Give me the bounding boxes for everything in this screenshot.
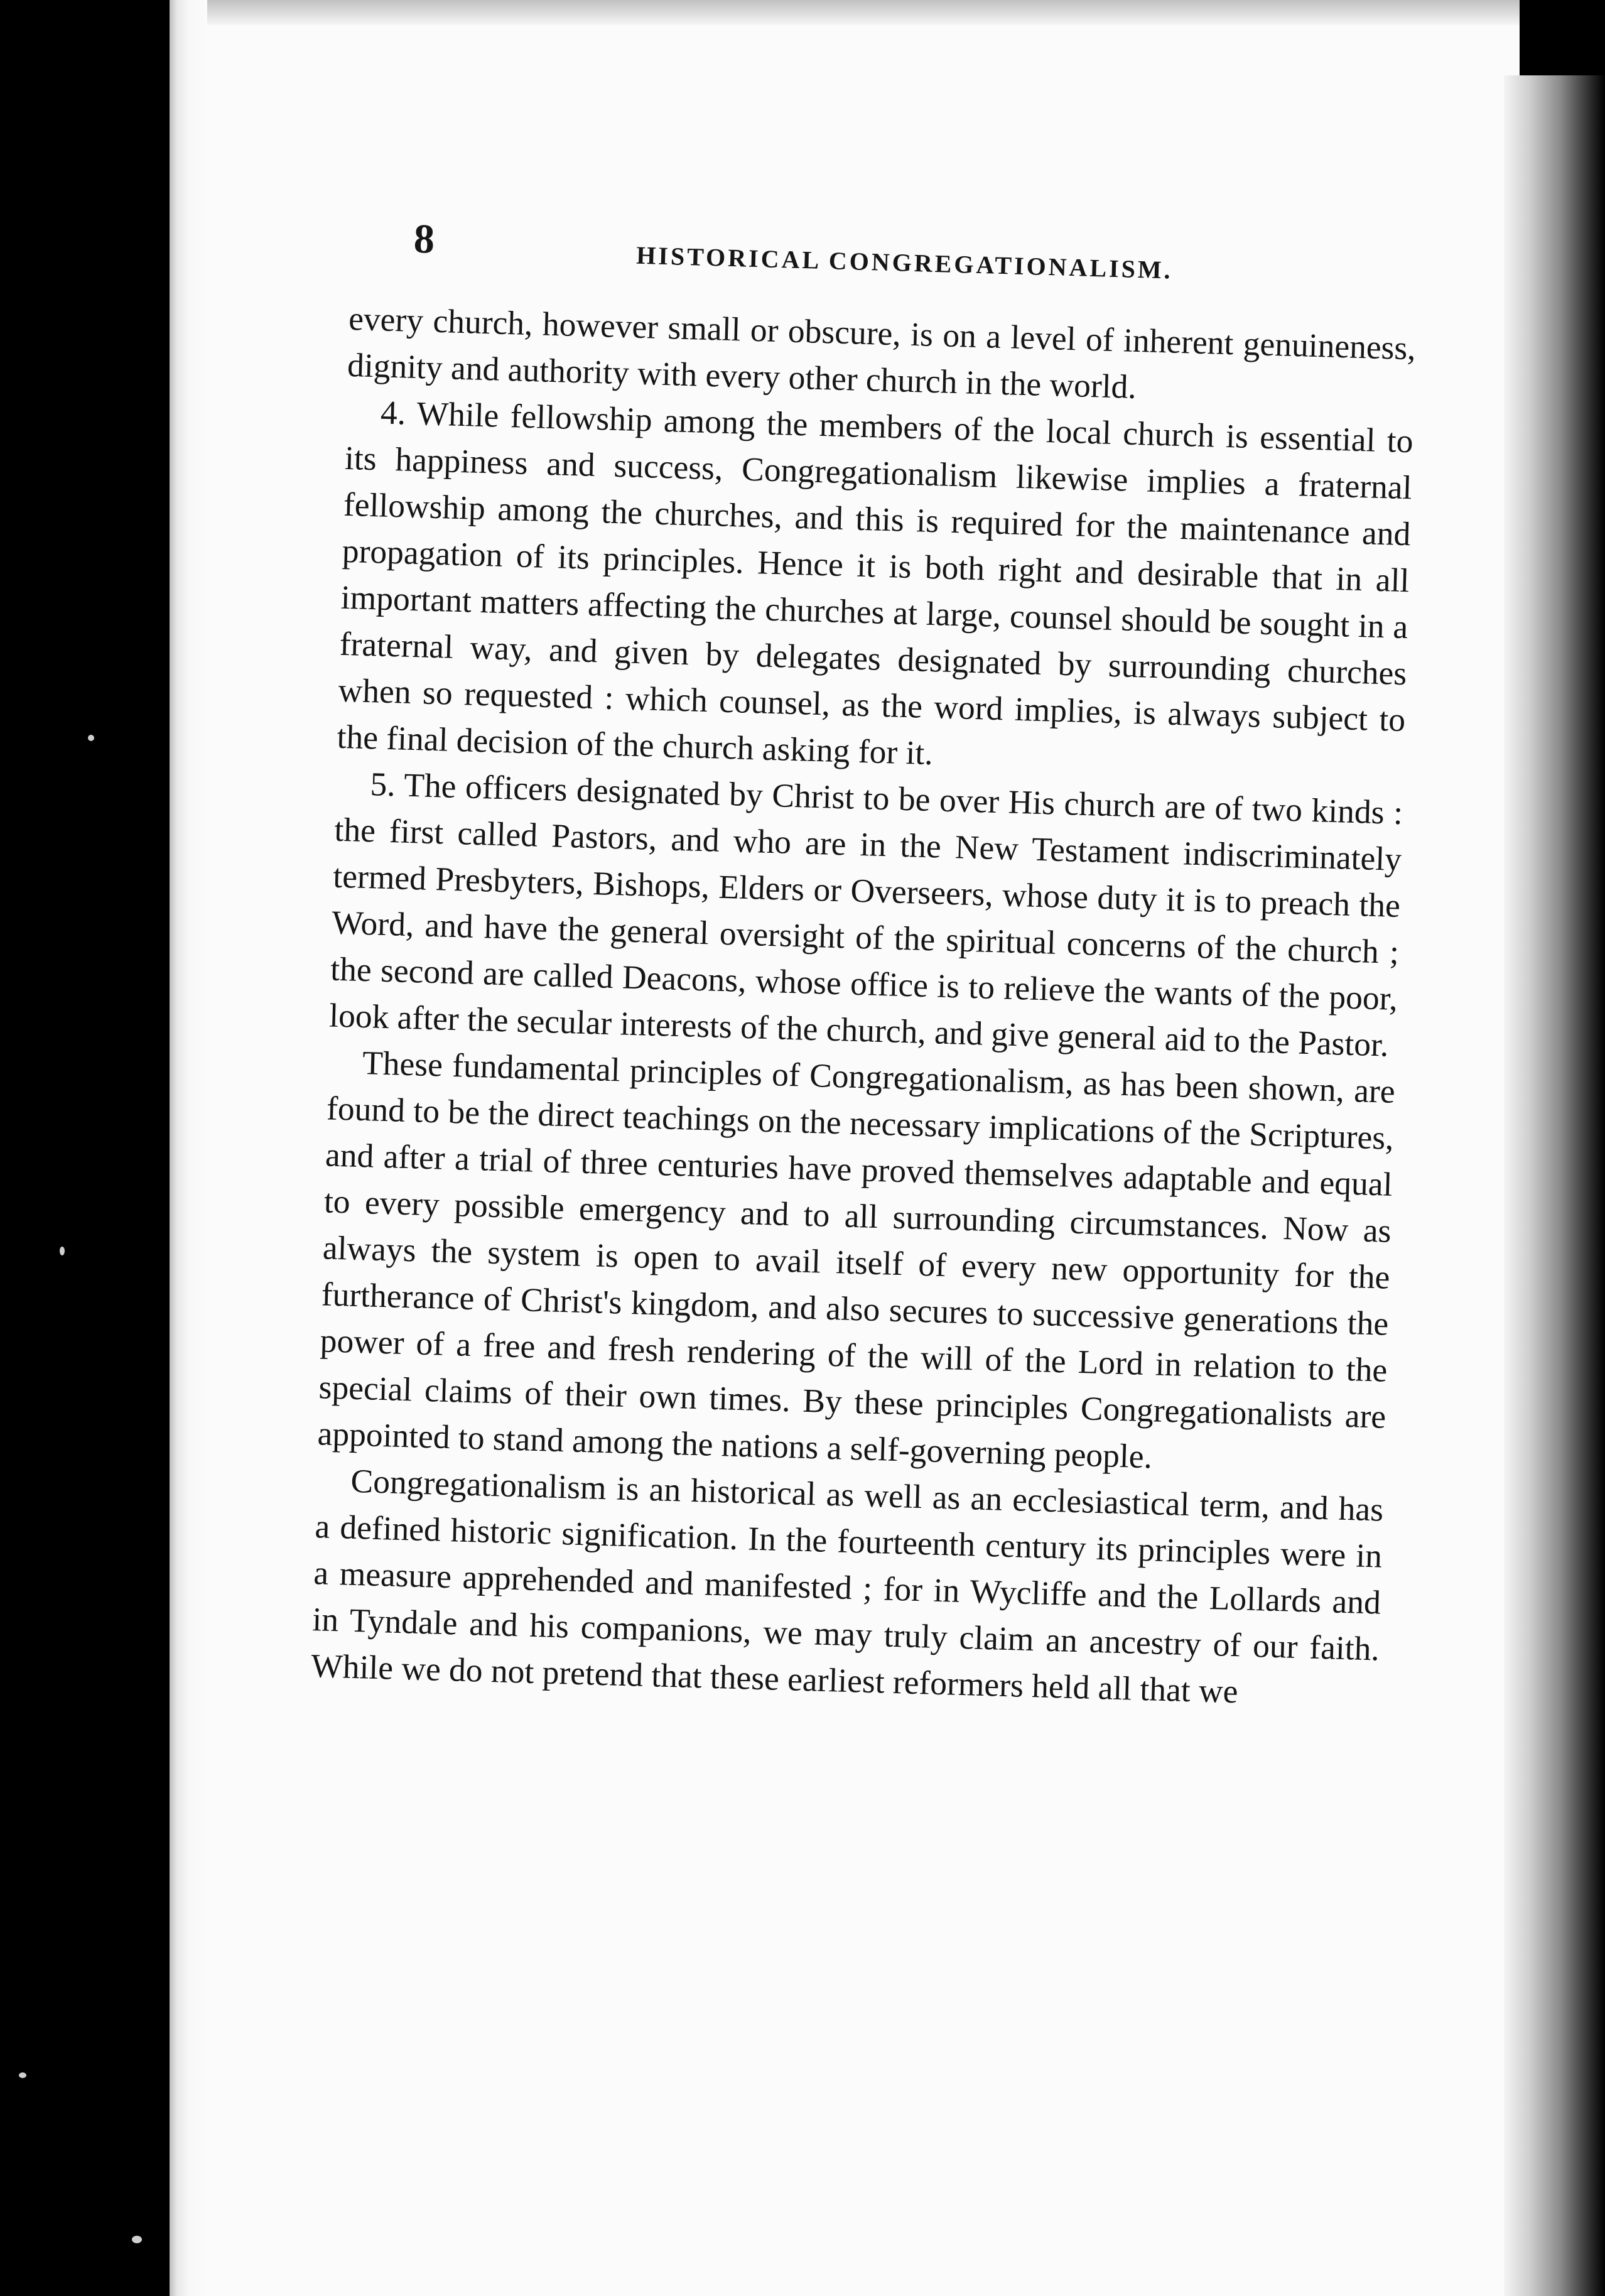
page-text-block bbox=[310, 214, 1419, 1719]
page-edge-shadow bbox=[1504, 75, 1605, 2296]
paragraph-historical-term: Congregationalism is an historical as well as an ecclesiastical term, and has a defined historic signification. In the fourteenth century its principles were in a measure apprehended and manifested ; for in Wycliffe and the Lollards and in Tyndale and his companions, we may truly claim an ancestry of our faith. While we do not pretend that these earliest reformers held all that we bbox=[310, 1461, 1384, 1711]
paragraph-principle-4: 4. While fellowship among the members of the local church is essential to its happiness and success, Congregationalism likewise implies a fraternal fellowship among the churches, and this is required for the maintenance and propagation of its principles. Hence it is both right and desirable that in all important matters affecting the churches at large, counsel should be sought in a fraternal way, and given by delegates designated by surrounding churches when so requested : which counsel, as the word implies, is always subject to the final decision of the church asking for it. bbox=[336, 393, 1414, 772]
page-gutter-shadow bbox=[170, 0, 207, 2296]
page-top-shadow bbox=[170, 0, 1520, 25]
scan-speck bbox=[88, 735, 94, 741]
page-number: 8 bbox=[413, 215, 435, 263]
paragraph-fundamental-principles: These fundamental principles of Congregationalism, as has been shown, are found to be the direct teachings on the necessary implications of the Scriptures, and after a trial of three centuries have proved themselves adaptable and equal to every possible emergency and to all surrounding circumstances. Now as always the system is open to avail itself of every new opportunity for the furtherance of Christ's kingdom, and also secures to successive generations the power of a free and fresh rendering of the will of the Lord in relation to the special claims of their own times. By these principles Congregationalists are appointed to stand among the nations a self-governing people. bbox=[316, 1044, 1396, 1476]
scan-speck bbox=[19, 2072, 26, 2078]
paragraph-continuation: every church, however small or obscure, is on a level of inherent genuineness, dignity and authority with every other church in the world. bbox=[347, 299, 1417, 406]
body-text bbox=[310, 295, 1416, 1719]
running-title: HISTORICAL CONGREGATIONALISM. bbox=[635, 241, 1174, 284]
scan-speck bbox=[132, 2236, 142, 2243]
paragraph-principle-5: 5. The officers designated by Christ to be over His church are of two kinds : the first called Pastors, and who are in the New Testament indiscriminately termed Presbyters, Bishops, Elders or Overseers, whose duty it is to preach the Word, and have the general oversight of the spiritual concerns of the church ; the second are called Deacons, whose office is to relieve the wants of the poor, look after the secular interests of the church, and give general aid to the Pastor. bbox=[328, 765, 1403, 1064]
scan-speck bbox=[60, 1247, 65, 1255]
